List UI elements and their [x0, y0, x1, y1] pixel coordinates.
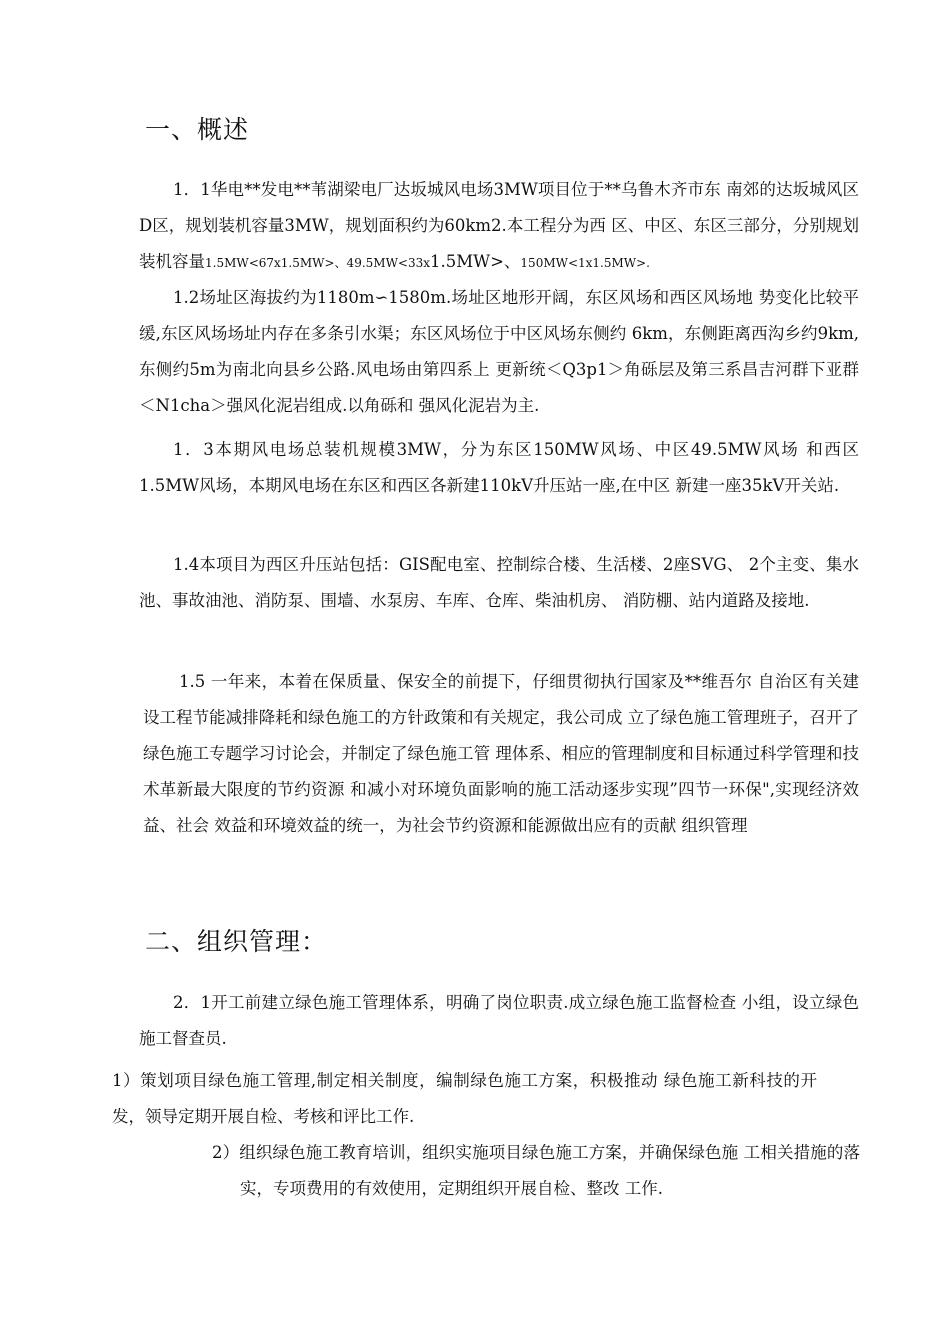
capacity-sep: 1.5MW>、 [430, 252, 521, 271]
paragraph-1-2: 1.2场址区海拔约为1180m∽1580m.场址区地形开阔，东区风场和西区风场地 势变化比较平缓,东区风场场址内存在多条引水渠；东区风场位于中区风场东侧约 6km，东侧距离西沟乡约9km,东侧约5m为南北向县乡公路.风电场由第四系上 更新统＜Q3p1＞角砾层及第三系昌吉河群下亚群＜N1cha＞强风化泥岩组成.以角砾和 强风化泥岩为主. [139, 288, 859, 415]
paragraph-1-1 [139, 172, 859, 281]
paragraph-1-3: 1．3本期风电场总装机规模3MW，分为东区150MW风场、中区49.5MW风场 和西区1.5MW风场，本期风电场在东区和西区各新建110kV升压站一座,在中区 新建一座35kV开关站. [139, 440, 859, 495]
paragraph-1-1-text: 1．1华电**发电**苇湖梁电厂达坂城风电场3MW项目位于**乌鲁木齐市东 南郊的达坂城风区D区，规划装机容量3MW，规划面积约为60km2.本工程分为西 区、中区、东区三部分，分别规划装机容量 [139, 180, 859, 271]
capacity-west-mid: 1.5MW<67x1.5MW>、49.5MW<33x [205, 256, 430, 270]
paragraph-1-4: 1.4本项目为西区升压站包括：GIS配电室、控制综合楼、生活楼、2座SVG、 2个主变、集水池、事故油池、消防泵、围墙、水泵房、车库、仓库、柴油机房、 消防棚、站内道路及接地. [139, 555, 859, 610]
paragraph-2-1: 2．1开工前建立绿色施工管理体系，明确了岗位职责.成立绿色施工监督检查 小组，设立绿色施工督查员. [139, 993, 859, 1048]
section-heading-overview: 一、概述 [145, 115, 250, 144]
list-item-1: 1）策划项目绿色施工管理,制定相关制度，编制绿色施工方案，积极推动 绿色施工新科技的开发，领导定期开展自检、考核和评比工作. [112, 1071, 817, 1126]
list-item-2: 2）组织绿色施工教育培训，组织实施项目绿色施工方案，并确保绿色施 工相关措施的落实，专项费用的有效使用，定期组织开展自检、整改 工作. [212, 1143, 860, 1198]
capacity-east: 150MW<1x1.5MW>. [520, 256, 650, 270]
paragraph-1-5: 1.5 一年来，本着在保质量、保安全的前提下，仔细贯彻执行国家及**维吾尔 自治区有关建设工程节能减排降耗和绿色施工的方针政策和有关规定，我公司成 立了绿色施工管理班子，召开了绿色施工专题学习讨论会，并制定了绿色施工管 理体系、相应的管理制度和目标通过科学管理和技术革新最大限度的节约资源 和减小对环境负面影响的施工活动逐步实现”四节一环保",实现经济效益、社会 效益和环境效益的统一，为社会节约资源和能源做出应有的贡献 组织管理 [143, 672, 859, 835]
section-heading-organization: 二、组织管理： [145, 927, 328, 956]
